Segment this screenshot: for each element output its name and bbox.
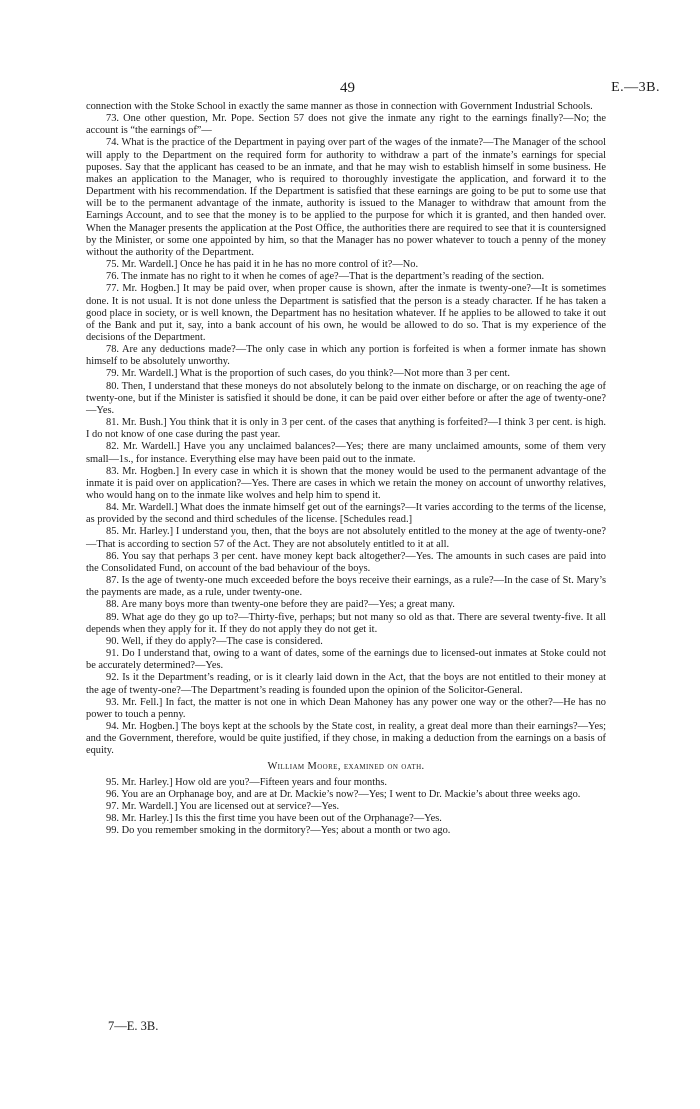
paragraph: 78. Are any deductions made?—The only case in which any portion is forfeited is when a former inmate has shown himself to be absolutely unworthy. (86, 344, 606, 368)
paragraph: 76. The inmate has no right to it when he comes of age?—That is the department’s reading of the section. (106, 271, 545, 283)
paragraph: 79. Mr. Wardell.] What is the proportion of such cases, do you think?—Not more than 3 per cent. (106, 368, 510, 380)
paragraph: 85. Mr. Harley.] I understand you, then, that the boys are not absolutely entitled to the money at the age of twenty-one?—That is according to section 57 of the Act. They are not absolutely entitled to it at all. (86, 526, 606, 550)
paragraph: 94. Mr. Hogben.] The boys kept at the schools by the State cost, in reality, a great deal more than their earnings?—Yes; and the Government, therefore, would be quite justified, if they chose, in making a deduction from the earnings on a basis of equity. (86, 720, 606, 757)
page-footer-signature: 7—E. 3B. (108, 1019, 159, 1033)
page-number: 49 (340, 80, 355, 96)
paragraph: 88. Are many boys more than twenty-one before they are paid?—Yes; a great many. (106, 599, 455, 611)
paragraph: 95. Mr. Harley.] How old are you?—Fifteen years and four months. (106, 776, 387, 788)
page-reference: E.—3B. (611, 80, 660, 95)
paragraph: 91. Do I understand that, owing to a want of dates, some of the earnings due to licensed-out inmates at Stoke could not be accurately determined?—Yes. (86, 648, 606, 672)
paragraph: 83. Mr. Hogben.] In every case in which it is shown that the money would be used to the permanent advantage of the inmate it is paid over on application?—Yes. There are cases in which we retain the money on account of unworthy relatives, who would hang on to the inmate like wolves and help him to spend it. (86, 465, 606, 501)
paragraph: 80. Then, I understand that these moneys do not absolutely belong to the inmate on discharge, or on reaching the age of twenty-one, but if the Minister is satisfied it should be done, it can be paid over either before or after the age of twenty-one?—Yes. (86, 380, 606, 416)
page-body (86, 101, 606, 837)
paragraph: 77. Mr. Hogben.] It may be paid over, when proper cause is shown, after the inmate is twenty-one?—It is sometimes done. It is not usual. It is not done unless the Department is satisfied that the person is a steady character. If he has taken a good place in society, or is well known, the Department has no hesitation whatever. If he applies to be allowed to take it out of the Bank and put it, say, into a bank account of his own, he would be allowed to do so. That is my experience of the decisions of the Department. (86, 283, 606, 343)
paragraph: connection with the Stoke School in exactly the same manner as those in connection with Government Industrial Schools. (86, 101, 593, 112)
paragraph: 82. Mr. Wardell.] Have you any unclaimed balances?—Yes; there are many unclaimed amounts, some of them very small—1s., for instance. Everything else may have been paid out to the inmate. (86, 441, 606, 465)
paragraph: 89. What age do they go up to?—Thirty-five, perhaps; but not many so old as that. There are several twenty-five. It all depends when they apply for it. If they do not apply they do not get it. (86, 611, 606, 635)
paragraph: 75. Mr. Wardell.] Once he has paid it in he has no more control of it?—No. (106, 259, 419, 271)
paragraph: 81. Mr. Bush.] You think that it is only in 3 per cent. of the cases that anything is forfeited?—I think 3 per cent. is high. I do not know of one case during the past year. (86, 417, 606, 441)
paragraph: 96. You are an Orphanage boy, and are at Dr. Mackie’s now?—Yes; I went to Dr. Mackie’s about three weeks ago. (106, 788, 581, 800)
paragraph: 84. Mr. Wardell.] What does the inmate himself get out of the earnings?—It varies according to the terms of the license, as provided by the second and third schedules of the license. [Schedules read.] (86, 502, 606, 526)
paragraph: 90. Well, if they do apply?—The case is considered. (106, 635, 323, 647)
paragraph: 87. Is the age of twenty-one much exceeded before the boys receive their earnings, as a rule?—In the case of St. Mary’s the payments are made, as a rule, under twenty-one. (86, 575, 606, 599)
paragraph: 73. One other question, Mr. Pope. Section 57 does not give the inmate any right to the earnings finally?—No; the account is “the earnings of”— (86, 113, 606, 137)
witness-heading: William Moore, examined on oath. (267, 761, 425, 773)
page-header (0, 80, 700, 100)
paragraph: 97. Mr. Wardell.] You are licensed out at service?—Yes. (106, 800, 340, 812)
paragraph: 98. Mr. Harley.] Is this the first time you have been out of the Orphanage?—Yes. (106, 813, 442, 825)
paragraph: 92. Is it the Department’s reading, or is it clearly laid down in the Act, that the boys are not entitled to their money at the age of twenty-one?—The Department’s reading is founded upon the opinion of the Solicitor-General. (86, 672, 606, 696)
paragraph: 86. You say that perhaps 3 per cent. have money kept back altogether?—Yes. The amounts in such cases are paid into the Consolidated Fund, on account of the bad behaviour of the boys. (86, 550, 606, 574)
paragraph: 99. Do you remember smoking in the dormitory?—Yes; about a month or two ago. (106, 825, 451, 837)
paragraph: 93. Mr. Fell.] In fact, the matter is not one in which Dean Mahoney has any power one way or the other?—He has no power to touch a penny. (86, 696, 606, 720)
paragraph: 74. What is the practice of the Department in paying over part of the wages of the inmate?—The Manager of the school will apply to the Department on the required form for authority to withdraw a part of the inmate’s earnings for special puposes. Say that the applicant has ceased to be an inmate, and that he may wish to establish himself in some business. He makes an application to the Manager, who is required to thoroughly investigate the application, and forward it to the Department with his recommendation. If the Department is satisfied that these earnings are going to be put to some use that will be to the permanent advantage of the inmate, authority is issued to the Manager to withdraw that amount from the Earnings Account, and to see that the money is to be applied to the purpose for which it is granted, and then handed over. When the Manager presents the application at the Post Office, the authorities there are required to see that it is countersigned by the Minister, or some one appointed by him, so that the Manager has no power whatever to touch a penny of the money without the authority of the Department. (86, 137, 606, 258)
